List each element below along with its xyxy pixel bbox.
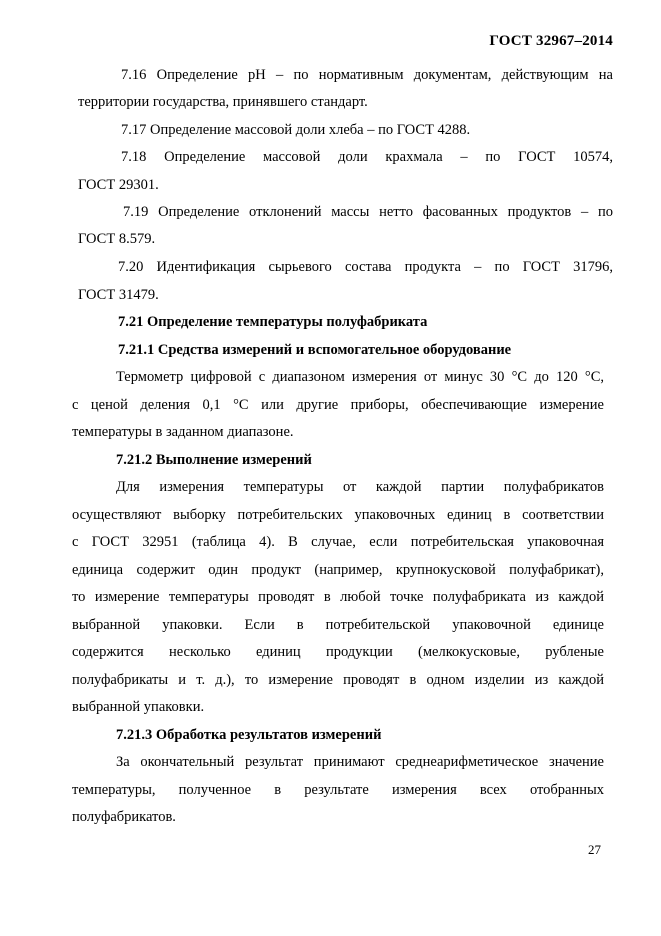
- section-heading-7-21-1: 7.21.1 Средства измерений и вспомогательное оборудование: [118, 342, 512, 358]
- para-7-21-3-line-3: полуфабрикатов.: [72, 809, 176, 825]
- para-7-17-line-1: 7.17 Определение массовой доли хлеба – по ГОСТ 4288.: [121, 122, 471, 138]
- para-7-21-3-line-1: За окончательный результат принимают среднеарифметическое значение: [116, 754, 604, 770]
- para-7-21-2-line-2: осуществляют выборку потребительских упаковочных единиц в соответствии: [72, 507, 604, 523]
- para-7-21-1-line-1: Термометр цифровой с диапазоном измерения от минус 30 °С до 120 °С,: [116, 369, 604, 385]
- para-7-18-line-1: 7.18 Определение массовой доли крахмала – по ГОСТ 10574,: [121, 149, 613, 165]
- para-7-20-line-1: 7.20 Идентификация сырьевого состава продукта – по ГОСТ 31796,: [118, 259, 613, 275]
- para-7-21-2-line-7: содержится несколько единиц продукции (мелкокусковые, рубленые: [72, 644, 604, 660]
- para-7-21-2-line-8: полуфабрикаты и т. д.), то измерение проводят в одном изделии из каждой: [72, 672, 604, 688]
- para-7-21-2-line-3: с ГОСТ 32951 (таблица 4). В случае, если потребительская упаковочная: [72, 534, 604, 550]
- para-7-16-line-1: 7.16 Определение рН – по нормативным документам, действующим на: [121, 67, 613, 83]
- para-7-19-line-1: 7.19 Определение отклонений массы нетто фасованных продуктов – по: [123, 204, 613, 220]
- section-heading-7-21: 7.21 Определение температуры полуфабриката: [118, 314, 428, 330]
- para-7-18-line-2: ГОСТ 29301.: [78, 177, 159, 193]
- para-7-21-1-line-3: температуры в заданном диапазоне.: [72, 424, 294, 440]
- para-7-19-line-2: ГОСТ 8.579.: [78, 231, 156, 247]
- para-7-21-2-line-5: то измерение температуры проводят в любой точке полуфабриката из каждой: [72, 589, 604, 605]
- para-7-21-3-line-2: температуры, полученное в результате измерения всех отобранных: [72, 782, 604, 798]
- para-7-21-2-line-4: единица содержит один продукт (например, крупнокусковой полуфабрикат),: [72, 562, 604, 578]
- para-7-21-2-line-6: выбранной упаковки. Если в потребительской упаковочной единице: [72, 617, 604, 633]
- para-7-21-2-line-9: выбранной упаковки.: [72, 699, 205, 715]
- para-7-21-1-line-2: с ценой деления 0,1 °С или другие приборы, обеспечивающие измерение: [72, 397, 604, 413]
- section-heading-7-21-3: 7.21.3 Обработка результатов измерений: [116, 727, 382, 743]
- para-7-20-line-2: ГОСТ 31479.: [78, 287, 159, 303]
- page-number: 27: [588, 842, 601, 857]
- doc-header-standard: ГОСТ 32967–2014: [489, 33, 613, 49]
- para-7-16-line-2: территории государства, принявшего стандарт.: [78, 94, 368, 110]
- section-heading-7-21-2: 7.21.2 Выполнение измерений: [116, 452, 312, 468]
- para-7-21-2-line-1: Для измерения температуры от каждой партии полуфабрикатов: [116, 479, 604, 495]
